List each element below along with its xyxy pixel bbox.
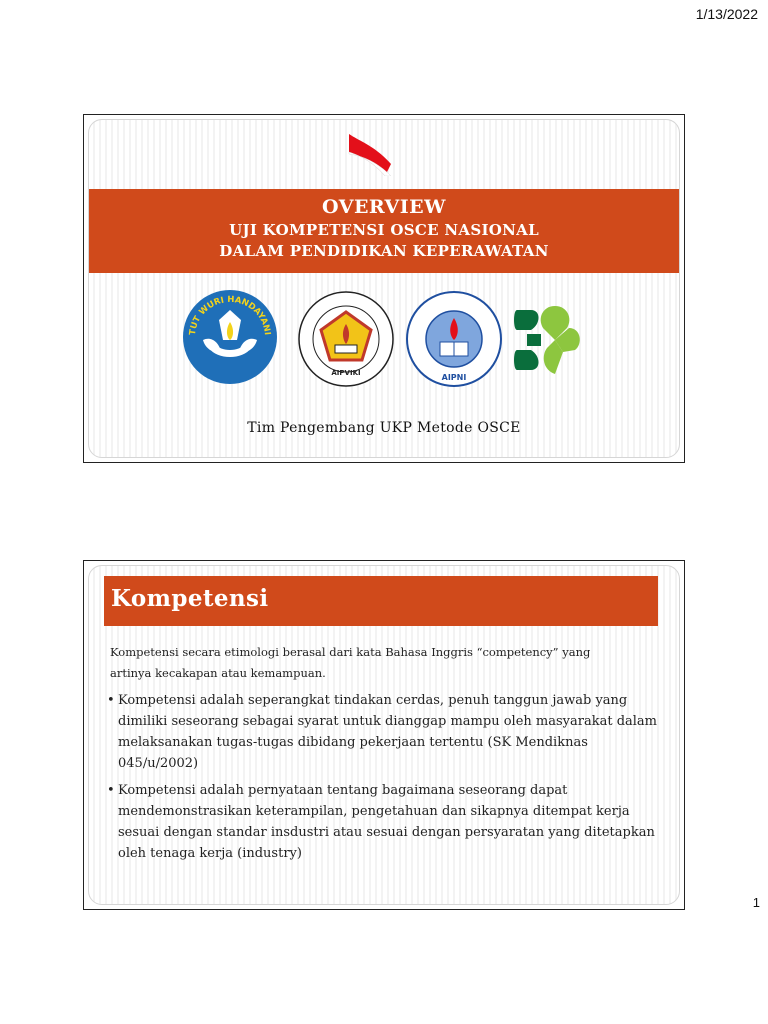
aipviki-logo (297, 290, 395, 388)
kompetensi-title-band (104, 576, 658, 626)
bullet-item: • Kompetensi adalah pernyataan tentang bagaimana seseorang dapat mendemonstrasikan keterampilan, pengetahuan dan sikapnya ditempat kerja sesuai dengan standar insdustri atau sesuai dengan persyaratan yang ditetapkan oleh tenaga kerja (industry) (110, 780, 670, 864)
intro-line-1: Kompetensi secara etimologi berasal dari kata Bahasa Inggris “competency” yang (110, 645, 591, 659)
kemenkes-logo (511, 300, 585, 380)
tut-wuri-handayani-logo (181, 288, 279, 386)
team-credit: Tim Pengembang UKP Metode OSCE (247, 420, 521, 436)
page-number: 1 (752, 895, 760, 910)
slide-title: OVERVIEW (321, 196, 446, 218)
kompetensi-title: Kompetensi (111, 585, 269, 612)
indonesia-flag-icon (347, 132, 393, 176)
kompetensi-body (110, 642, 670, 864)
slide-overview (83, 114, 685, 463)
slide-kompetensi-frame (88, 565, 680, 905)
aipni-logo (405, 290, 503, 388)
bullet-item: • Kompetensi adalah seperangkat tindakan cerdas, penuh tanggun jawab yang dimiliki seseorang sebagai syarat untuk dianggap mampu oleh masyarakat dalam melaksanakan tugas-tugas dibidang pekerjaan tertentu (SK Mendiknas 045/u/2002) (110, 690, 670, 774)
page-date: 1/13/2022 (695, 6, 758, 22)
svg-text:AIPVIKI: AIPVIKI (331, 369, 361, 377)
intro-line-2: artinya kecakapan atau kemampuan. (110, 666, 326, 680)
slide-overview-frame (88, 119, 680, 458)
title-band (89, 189, 679, 273)
slide-subtitle-line1: UJI KOMPETENSI OSCE NASIONAL (229, 221, 539, 239)
svg-text:AIPNI: AIPNI (441, 373, 467, 382)
slide-kompetensi (83, 560, 685, 910)
svg-text:TUT WURI HANDAYANI: TUT WURI HANDAYANI (187, 294, 272, 336)
slide-subtitle-line2: DALAM PENDIDIKAN KEPERAWATAN (219, 242, 549, 260)
